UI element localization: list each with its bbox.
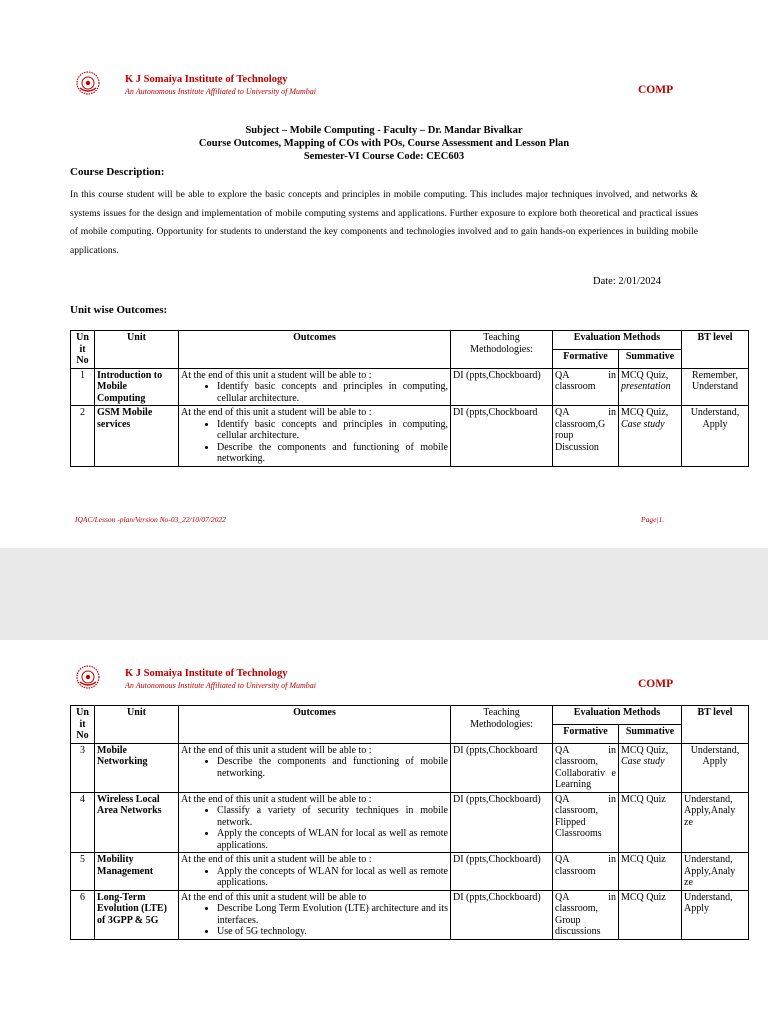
summative-method — [619, 743, 682, 792]
unit-outcomes — [179, 743, 451, 792]
table-row — [71, 743, 749, 792]
unit-name: GSM Mobile services — [95, 406, 179, 467]
bt-level: Understand, Apply — [682, 743, 749, 792]
institute-subtitle: An Autonomous Institute Affiliated to University of Mumbai — [125, 681, 317, 690]
col-evaluation: Evaluation Methods — [553, 331, 682, 350]
unit-name: Mobility Management — [95, 853, 179, 891]
outcome-item: • Use of 5G technology. — [217, 926, 448, 938]
table-row — [71, 890, 749, 939]
col-summative: Summative — [619, 349, 682, 368]
outcome-intro: At the end of this unit a student will be able to : — [181, 407, 372, 418]
unit-name: Mobile Networking — [95, 743, 179, 792]
outcome-item: • Classify a variety of security techniques in mobile network. — [217, 805, 448, 828]
col-bt-level: BT level — [682, 331, 749, 369]
outcome-item: • Identify basic concepts and principles in computing, cellular architecture. — [217, 381, 448, 404]
teaching-method: DI (ppts,Chockboard) — [451, 792, 553, 853]
table-row — [71, 853, 749, 891]
teaching-method: DI (ppts,Chockboard) — [451, 853, 553, 891]
summative-text: MCQ Quiz — [621, 793, 666, 805]
outcome-item: • Describe Long Term Evolution (LTE) architecture and its interfaces. — [217, 903, 448, 926]
col-teaching: Teaching Methodologies: — [451, 706, 553, 744]
col-unit: Unit — [95, 331, 179, 369]
formative-method: QA in classroom, Flipped Classrooms — [553, 792, 619, 853]
col-teaching: Teaching Methodologies: — [451, 331, 553, 369]
footer-page-number: Page|1. — [641, 515, 665, 524]
outcome-item: • Describe the components and functioning of mobile networking. — [217, 756, 448, 779]
document-date: Date: 2/01/2024 — [593, 276, 661, 287]
formative-method: QA in classroom — [553, 368, 619, 406]
department-label: COMP — [638, 678, 674, 690]
bt-level: Understand, Apply — [682, 406, 749, 467]
unit-name: Wireless Local Area Networks — [95, 792, 179, 853]
col-evaluation: Evaluation Methods — [553, 706, 682, 725]
summative-method — [619, 406, 682, 467]
unit-outcomes — [179, 792, 451, 853]
col-formative: Formative — [553, 349, 619, 368]
unit-number: 4 — [71, 792, 95, 853]
outcome-item: • Describe the components and functioning of mobile networking. — [217, 442, 448, 465]
unit-name: Long-Term Evolution (LTE) of 3GPP & 5G — [95, 890, 179, 939]
unit-outcomes-heading: Unit wise Outcomes: — [70, 304, 168, 316]
unit-outcomes-table — [70, 705, 749, 940]
footer-version: IQAC/Lesson -plan/Version No-03_22/10/07/2022 — [75, 515, 226, 524]
unit-outcomes — [179, 368, 451, 406]
department-label: COMP — [638, 84, 674, 96]
course-description-heading: Course Description: — [70, 166, 165, 178]
unit-number: 5 — [71, 853, 95, 891]
institute-name: K J Somaiya Institute of Technology — [125, 668, 288, 679]
bt-level: Understand, Apply,Analy ze — [682, 853, 749, 891]
col-unit-no: Un it No — [71, 706, 95, 744]
outcome-item: • Apply the concepts of WLAN for local as well as remote applications. — [217, 828, 448, 851]
summative-method — [619, 792, 682, 853]
col-unit-no: Un it No — [71, 331, 95, 369]
summative-method — [619, 368, 682, 406]
teaching-method: DI (ppts,Chockboard — [451, 743, 553, 792]
teaching-method: DI (ppts,Chockboard) — [451, 368, 553, 406]
col-summative: Summative — [619, 724, 682, 743]
outcome-intro: At the end of this unit a student will be able to : — [181, 369, 372, 381]
formative-method: QA in classroom — [553, 853, 619, 891]
summative-text: MCQ Quiz, — [621, 744, 669, 756]
summative-text: MCQ Quiz — [621, 891, 666, 903]
unit-number: 2 — [71, 406, 95, 467]
summative-text: MCQ Quiz, — [621, 407, 669, 418]
formative-method: QA in classroom,G roup Discussion — [553, 406, 619, 467]
col-bt-level: BT level — [682, 706, 749, 744]
col-outcomes: Outcomes — [179, 331, 451, 369]
institute-logo-icon — [75, 664, 101, 690]
table-row — [71, 406, 749, 467]
semester-code: Semester-VI Course Code: CEC603 — [303, 151, 465, 162]
bt-level: Remember, Understand — [682, 368, 749, 406]
outcome-item: • Identify basic concepts and principles in computing, cellular architecture. — [217, 419, 448, 442]
unit-name: Introduction to Mobile Computing — [95, 368, 179, 406]
summative-extra: Case study — [621, 418, 665, 430]
table-row — [71, 792, 749, 853]
summative-method — [619, 890, 682, 939]
summative-text: MCQ Quiz, — [621, 369, 669, 381]
unit-number: 3 — [71, 743, 95, 792]
unit-outcomes — [179, 890, 451, 939]
unit-outcomes-table — [70, 330, 749, 467]
outcome-intro: At the end of this unit a student will be able to : — [181, 744, 372, 756]
table-row — [71, 368, 749, 406]
outcome-intro: At the end of this unit a student will be able to — [181, 891, 367, 903]
summative-method — [619, 853, 682, 891]
formative-method: QA in classroom, Collaborativ e Learning — [553, 743, 619, 792]
unit-outcomes — [179, 406, 451, 467]
unit-number: 1 — [71, 368, 95, 406]
summative-extra: presentation — [621, 381, 671, 392]
unit-number: 6 — [71, 890, 95, 939]
unit-outcomes — [179, 853, 451, 891]
summative-extra: Case study — [621, 756, 665, 767]
institute-subtitle: An Autonomous Institute Affiliated to University of Mumbai — [125, 87, 317, 96]
page-2 — [0, 640, 768, 1024]
course-description-text: In this course student will be able to explore the basic concepts and principles in mobile computing. This includes major techniques involved, and networks & systems issues for the design and implementation of mobile computing systems and applications. Further exposure to explore both theoretical and practical issues of mobile computing. Opportunity for students to understand the key components and technologies involved and to gain hands-on experiences in building mobile applications. — [70, 189, 698, 256]
institute-name: K J Somaiya Institute of Technology — [125, 74, 288, 85]
subject-title: Subject – Mobile Computing - Faculty – Dr. Mandar Bivalkar — [245, 125, 523, 136]
bt-level: Understand, Apply — [682, 890, 749, 939]
outcome-intro: At the end of this unit a student will be able to : — [181, 854, 372, 865]
outcome-item: • Apply the concepts of WLAN for local as well as remote applications. — [217, 866, 448, 889]
bt-level: Understand, Apply,Analy ze — [682, 792, 749, 853]
col-unit: Unit — [95, 706, 179, 744]
col-outcomes: Outcomes — [179, 706, 451, 744]
summative-text: MCQ Quiz — [621, 854, 666, 865]
teaching-method: DI (ppts,Chockboard) — [451, 890, 553, 939]
teaching-method: DI (ppts,Chockboard — [451, 406, 553, 467]
outcome-intro: At the end of this unit a student will be able to : — [181, 793, 372, 805]
document-title: Course Outcomes, Mapping of COs with POs, Course Assessment and Lesson Plan — [198, 138, 570, 149]
formative-method: QA in classroom, Group discussions — [553, 890, 619, 939]
institute-logo-icon — [75, 70, 101, 96]
col-formative: Formative — [553, 724, 619, 743]
